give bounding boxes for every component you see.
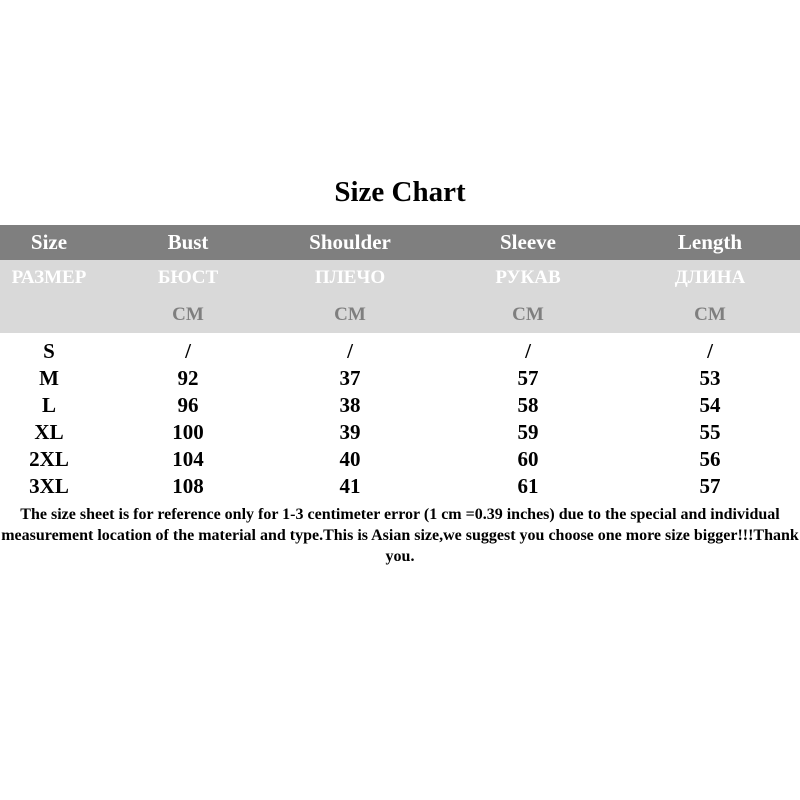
header-ru-sleeve: РУКАВ	[495, 267, 561, 288]
table-row	[0, 338, 800, 365]
cell-size: 3XL	[29, 474, 69, 498]
header-bust: Bust	[167, 230, 209, 254]
unit-shoulder: CM	[334, 303, 366, 325]
cell-sleeve: 59	[517, 420, 539, 444]
table-row	[0, 365, 800, 392]
cell-sleeve: 61	[517, 474, 539, 498]
cell-sleeve: 58	[517, 393, 539, 417]
cell-length: 55	[699, 420, 721, 444]
cell-bust: 92	[177, 366, 199, 390]
unit-length: CM	[694, 303, 726, 325]
header-ru-shoulder: ПЛЕЧО	[314, 267, 386, 288]
cell-shoulder: /	[347, 339, 353, 363]
cell-sleeve: 60	[517, 447, 539, 471]
cell-shoulder: 38	[339, 393, 361, 417]
cell-shoulder: 40	[339, 447, 361, 471]
table-row	[0, 473, 800, 500]
header-ru-bust: БЮСТ	[157, 267, 219, 288]
size-disclaimer-note: The size sheet is for reference only for 1-3 centimeter error (1 cm =0.39 inches) due to the special and individual measurement location of the material and type.This is Asian size,we suggest you choose one more size bigger!!!Thank you.	[1, 506, 799, 565]
unit-size	[0, 296, 98, 333]
cell-shoulder: 41	[339, 474, 361, 498]
table-header-russian-row	[0, 260, 800, 296]
unit-sleeve: CM	[512, 303, 544, 325]
header-sleeve: Sleeve	[500, 230, 556, 254]
cell-bust: 104	[172, 447, 204, 471]
table-row	[0, 419, 800, 446]
table-row	[0, 446, 800, 473]
cell-length: 54	[699, 393, 721, 417]
table-header-row	[0, 225, 800, 260]
cell-shoulder: 37	[339, 366, 361, 390]
table-unit-row	[0, 296, 800, 333]
header-ru-size: РАЗМЕР	[11, 267, 87, 288]
cell-length: 57	[699, 474, 721, 498]
page-title: Size Chart	[334, 176, 466, 208]
size-table-body	[0, 338, 800, 500]
cell-bust: 96	[177, 393, 199, 417]
cell-length: 56	[699, 447, 721, 471]
cell-size: M	[39, 366, 59, 390]
table-row	[0, 392, 800, 419]
cell-length: /	[707, 339, 713, 363]
cell-size: S	[43, 339, 55, 363]
cell-sleeve: 57	[517, 366, 539, 390]
cell-size: 2XL	[29, 447, 69, 471]
cell-bust: 108	[172, 474, 204, 498]
cell-bust: /	[185, 339, 191, 363]
header-size: Size	[30, 230, 68, 254]
cell-sleeve: /	[525, 339, 531, 363]
header-length: Length	[677, 230, 743, 254]
header-shoulder: Shoulder	[309, 230, 391, 254]
header-ru-length: ДЛИНА	[674, 267, 746, 288]
cell-size: XL	[34, 420, 64, 444]
cell-bust: 100	[172, 420, 204, 444]
unit-bust: CM	[172, 303, 204, 325]
cell-shoulder: 39	[339, 420, 361, 444]
cell-size: L	[41, 393, 56, 417]
cell-length: 53	[699, 366, 721, 390]
